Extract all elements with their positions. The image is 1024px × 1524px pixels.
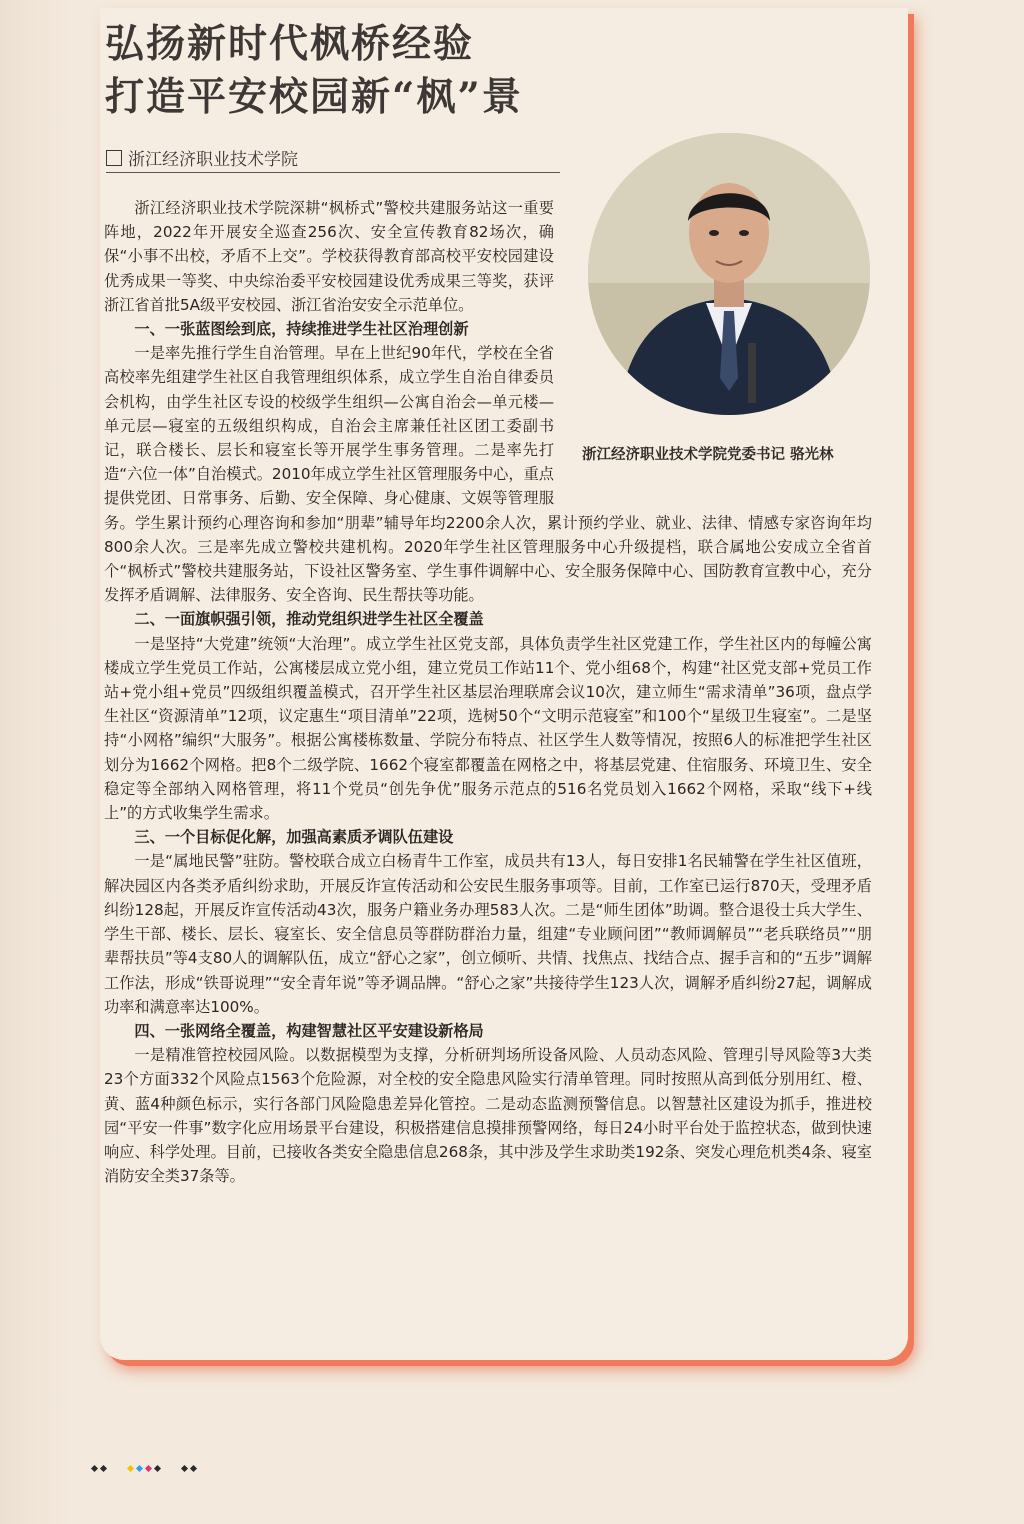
section-heading: 一、一张蓝图绘到底，持续推进学生社区治理创新 (134, 320, 469, 339)
print-mark-dot (100, 1465, 107, 1472)
byline-author: 浙江经济职业技术学院 (128, 150, 298, 170)
article-body (104, 196, 872, 1188)
print-mark-dot (127, 1465, 134, 1472)
print-mark-dot (91, 1465, 98, 1472)
section-heading: 二、一面旗帜强引领，推动党组织进学生社区全覆盖 (134, 610, 484, 629)
photo-wrap-spacer (554, 196, 872, 502)
article-headline (105, 18, 523, 124)
article-paragraph: 一是精准管控校园风险。以数据模型为支撑，分析研判场所设备风险、人员动态风险、管理引导风险等3大类23个方面332个风险点1563个危险源，对全校的安全隐患风险实行清单管理。同时按照从高到低分别用红、橙、黄、蓝4种颜色标示，实行各部门风险隐患差异化管控。二是动态监测预警信息。以智慧社区建设为抓手，推进校园“平安一件事”数字化应用场景平台建设，积极搭建信息摸排预警网络，每日24小时平台处于监控状态，做到快速响应、科学处理。目前，已接收各类安全隐患信息268条，其中涉及学生求助类192条、突发心理危机类4条、寝室消防安全类37条等。 (104, 1046, 872, 1186)
section-heading: 四、一张网络全覆盖，构建智慧社区平安建设新格局 (134, 1021, 484, 1040)
print-mark-dot (181, 1465, 188, 1472)
photo-caption: 浙江经济职业技术学院党委书记 骆光林 (582, 447, 834, 463)
headline-line-2: 打造平安校园新“枫”景 (105, 74, 523, 120)
byline-square-icon (106, 150, 122, 166)
print-mark-dot (154, 1465, 161, 1472)
article-paragraph: 一是率先推行学生自治管理。早在上世纪90年代，学校在全省高校率先组建学生社区自我管理组织体系，成立学生自治自律委员会机构，由学生社区专设的校级学生组织—公寓自治会—单元楼—单元层—寝室的五级组织构成，自治会主席兼任社区团工委副书记，联合楼长、层长和寝室长等开展学生事务管理。二是率先打造“六位一体”自治模式。2010年成立学生社区管理服务中心，重点提供党团、日常事务、后勤、安全保障、身心健康、文娱等管理服务。学生累计预约心理咨询和参加“朋辈”辅导年均2200余人次，累计预约学业、就业、法律、情感专家咨询年均800余人次。三是率先成立警校共建机构。2020年学生社区管理服务中心升级提档，联合属地公安成立全省首个“枫桥式”警校共建服务站，下设社区警务室、学生事件调解中心、安全服务保障中心、国防教育宣教中心，充分发挥矛盾调解、法律服务、安全咨询、民生帮扶等功能。 (104, 344, 872, 605)
print-mark-dot (145, 1465, 152, 1472)
print-registration-marks (92, 1466, 196, 1471)
section-heading: 三、一个目标促化解，加强高素质矛调队伍建设 (134, 828, 454, 847)
byline-divider (106, 172, 560, 173)
paper-background (0, 0, 70, 1524)
print-mark-dot (136, 1465, 143, 1472)
headline-line-1: 弘扬新时代枫桥经验 (105, 21, 475, 67)
article-paragraph: 浙江经济职业技术学院深耕“枫桥式”警校共建服务站这一重要阵地，2022年开展安全巡查256次、安全宣传教育82场次，确保“小事不出校，矛盾不上交”。学校获得教育部高校平安校园建设优秀成果一等奖、中央综治委平安校园建设优秀成果三等奖，获评浙江省首批5A级平安校园、浙江省治安安全示范单位。 (104, 199, 554, 314)
print-mark-dot (190, 1465, 197, 1472)
article-paragraph: 一是“属地民警”驻防。警校联合成立白杨青牛工作室，成员共有13人，每日安排1名民辅警在学生社区值班，解决园区内各类矛盾纠纷求助，开展反诈宣传活动和公安民生服务事项等。目前，工作室已运行870天，受理矛盾纠纷128起，开展反诈宣传活动43次，服务户籍业务办理583人次。二是“师生团体”助调。整合退役士兵大学生、学生干部、楼长、层长、寝室长、安全信息员等群防群治力量，组建“专业顾问团”“教师调解员”“老兵联络员”“朋辈帮扶员”等4支80人的调解队伍，成立“舒心之家”，创立倾听、共情、找焦点、找结合点、握手言和的“五步”调解工作法，形成“铁哥说理”“安全青年说”等矛调品牌。“舒心之家”共接待学生123人次，调解矛盾纠纷27起，调解成功率和满意率达100%。 (104, 852, 872, 1016)
article-paragraph: 一是坚持“大党建”统领“大治理”。成立学生社区党支部，具体负责学生社区党建工作，学生社区内的每幢公寓楼成立学生党员工作站，公寓楼层成立党小组，建立党员工作站11个、党小组68个，构建“社区党支部+党员工作站+党小组+党员”四级组织覆盖模式，召开学生社区基层治理联席会议10次，建立师生“需求清单”36项，盘点学生社区“资源清单”12项，议定惠生“项目清单”22项，选树50个“文明示范寝室”和100个“星级卫生寝室”。二是坚持“小网格”编织“大服务”。根据公寓楼栋数量、学院分布特点、社区学生人数等情况，按照6人的标准把学生社区划分为1662个网格。把8个二级学院、1662个寝室都覆盖在网格之中，将基层党建、住宿服务、环境卫生、安全稳定等全部纳入网格管理，将11个党员“创先争优”服务示范点的516名党员划入1662个网格，采取“线下+线上”的方式收集学生需求。 (104, 634, 872, 823)
byline (106, 145, 298, 170)
